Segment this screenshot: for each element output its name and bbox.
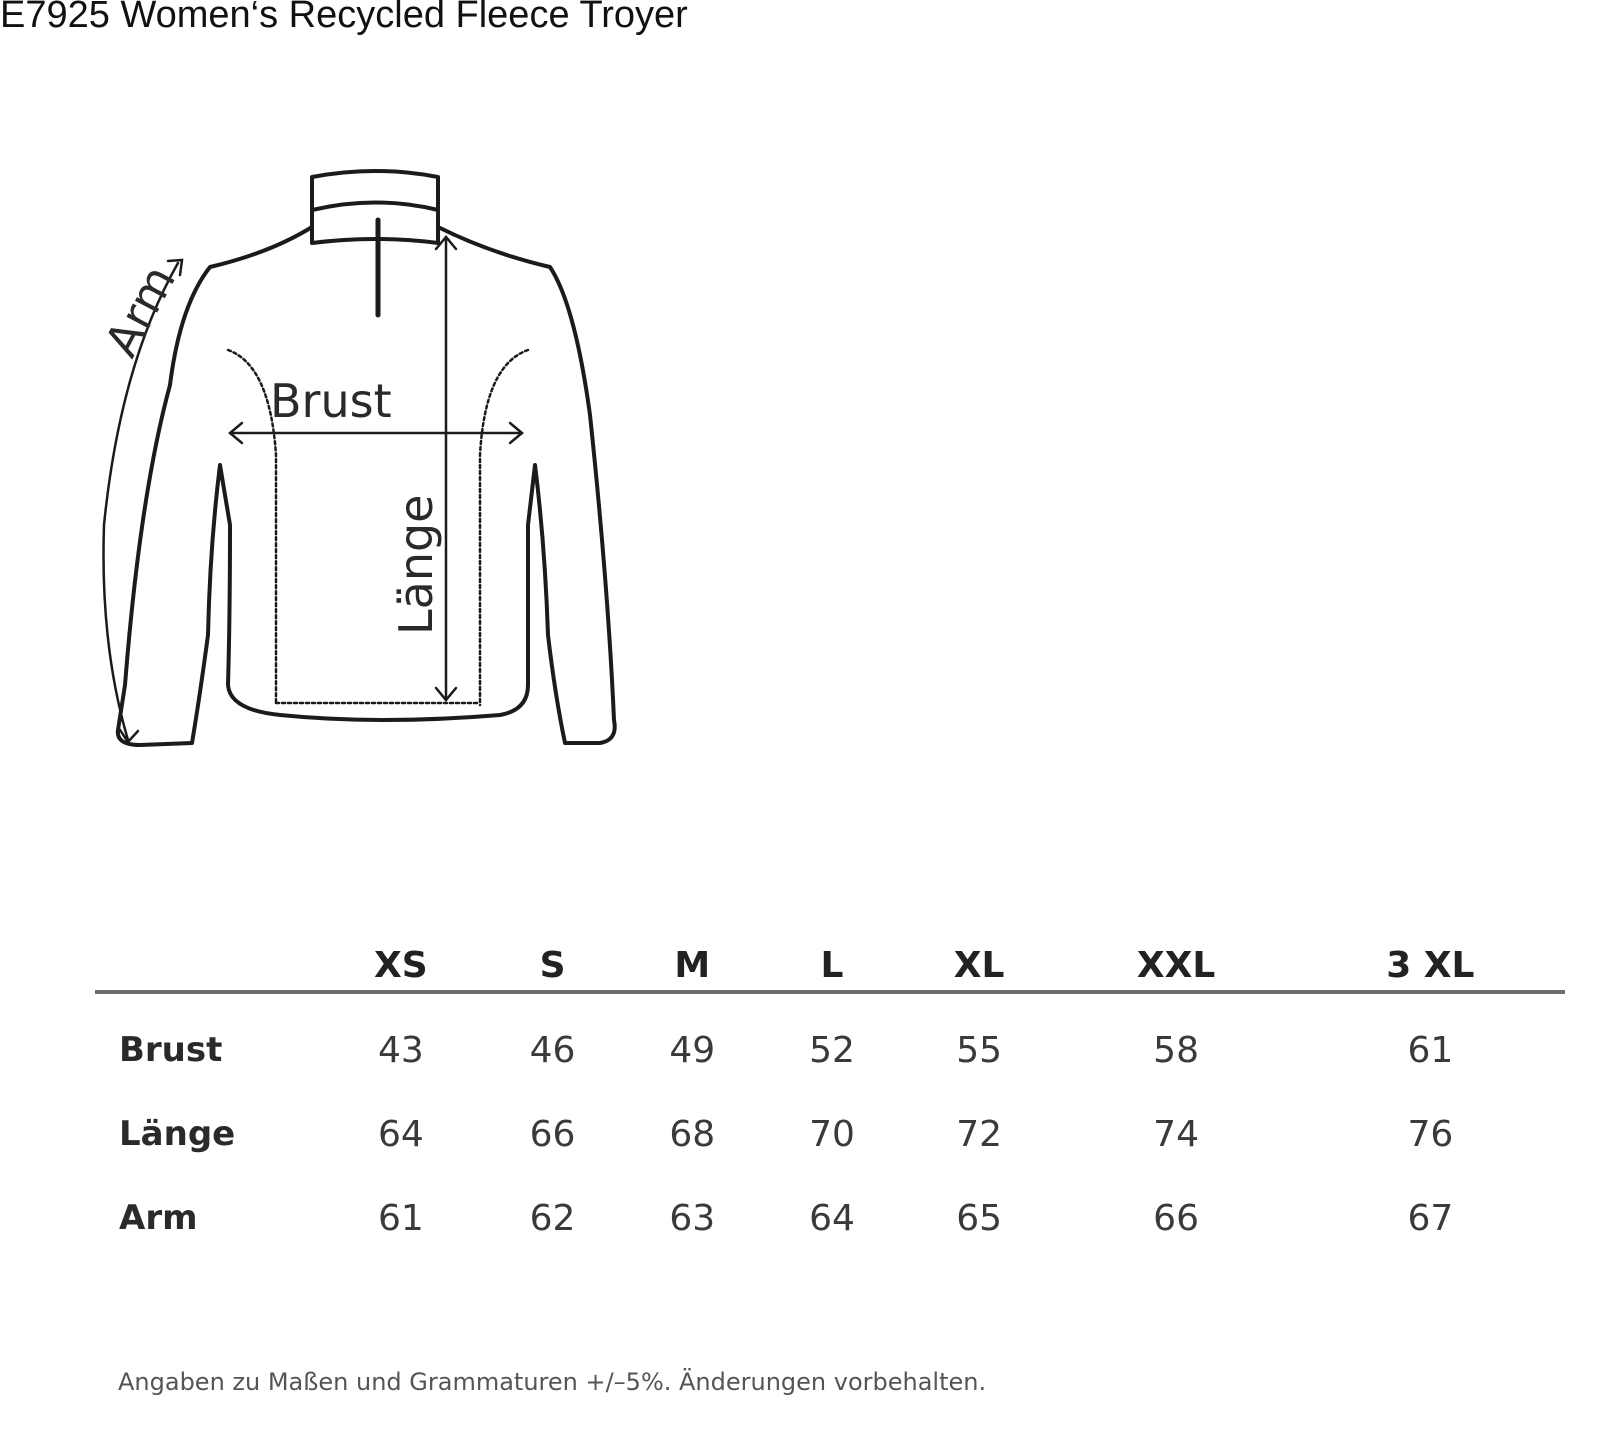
table-cell: 66 <box>1153 1197 1199 1239</box>
table-row <box>95 1092 1565 1176</box>
table-cell: 76 <box>1407 1113 1454 1155</box>
table-cell: 74 <box>1153 1113 1199 1155</box>
row-label: Brust <box>119 1030 223 1070</box>
size-header-xl: XL <box>902 940 1057 992</box>
garment-diagram <box>80 165 660 775</box>
size-header-xxl: XXL <box>1056 940 1295 992</box>
disclaimer-note: Angaben zu Maßen und Grammaturen +/–5%. Änderungen vorbehalten. <box>118 1368 987 1396</box>
size-chart-table <box>95 940 1565 1260</box>
table-cell: 52 <box>809 1029 855 1071</box>
row-label: Arm <box>119 1198 198 1238</box>
table-cell: 62 <box>529 1197 576 1239</box>
size-header-l: L <box>762 940 902 992</box>
length-label: Länge <box>389 494 443 635</box>
table-cell: 61 <box>1407 1029 1454 1071</box>
chest-label: Brust <box>270 374 392 428</box>
table-cell: 66 <box>529 1113 576 1155</box>
table-cell: 63 <box>669 1197 716 1239</box>
table-cell: 49 <box>669 1029 716 1071</box>
page-title: E7925 Women‘s Recycled Fleece Troyer <box>0 0 688 36</box>
table-cell: 68 <box>669 1113 716 1155</box>
table-row <box>95 1176 1565 1260</box>
table-cell: 64 <box>377 1113 424 1155</box>
arm-label: Arm <box>94 256 187 366</box>
fleece-troyer-illustration <box>80 165 660 775</box>
table-cell: 65 <box>956 1197 1003 1239</box>
row-label: Länge <box>119 1114 236 1154</box>
size-header-3xl: 3 XL <box>1296 940 1565 992</box>
size-header-row <box>95 940 1565 992</box>
table-cell: 61 <box>377 1197 424 1239</box>
size-header-xs: XS <box>319 940 483 992</box>
size-header-m: M <box>622 940 762 992</box>
table-cell: 67 <box>1407 1197 1454 1239</box>
table-cell: 46 <box>529 1029 576 1071</box>
table-cell: 70 <box>809 1113 855 1155</box>
table-cell: 58 <box>1153 1029 1199 1071</box>
table-cell: 43 <box>377 1029 424 1071</box>
table-cell: 64 <box>809 1197 855 1239</box>
table-cell: 55 <box>956 1029 1003 1071</box>
table-cell: 72 <box>956 1113 1003 1155</box>
table-row <box>95 992 1565 1092</box>
header-corner <box>95 940 319 992</box>
size-header-s: S <box>483 940 623 992</box>
